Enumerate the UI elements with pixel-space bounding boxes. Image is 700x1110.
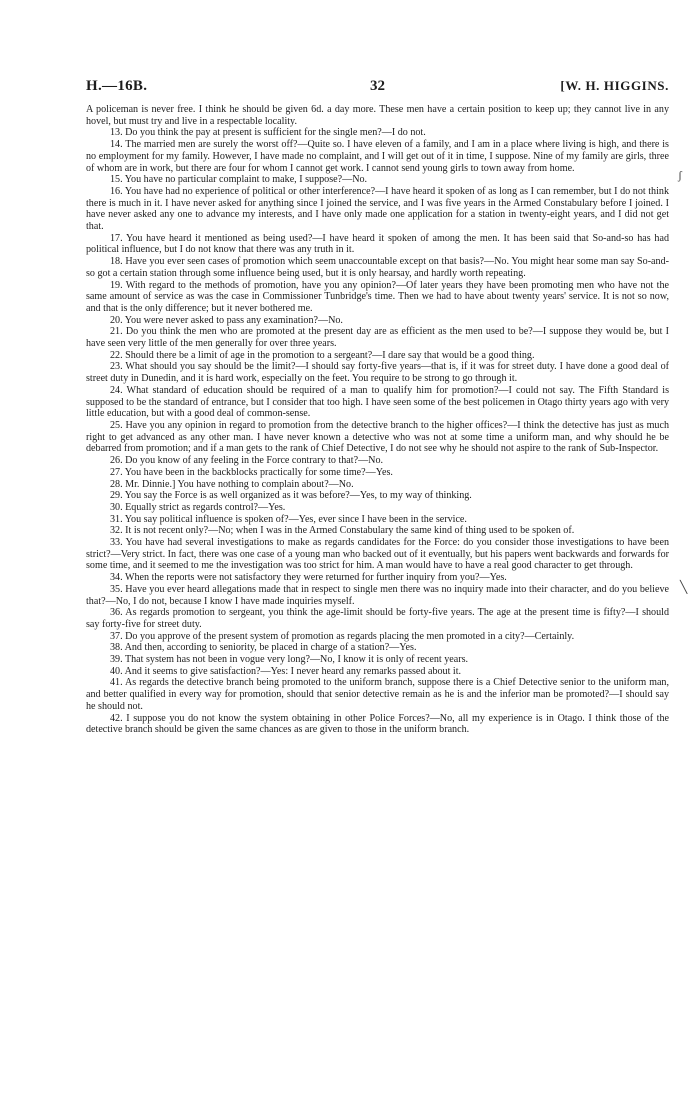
paragraph: 41. As regards the detective branch being promoted to the uniform branch, suppose there is a Chief Detective senior to the uniform man, and better qualified in every way for promotion, should that senior detective remain as he is and the inferior man be promoted?—I should say he should not. xyxy=(86,677,669,712)
paragraph: 24. What standard of education should be required of a man to qualify him for promotion?—I could not say. The Fifth Standard is supposed to be the standard of entrance, but I consider that too high. I have seen some of the best policemen in Otago thirty years ago with very little education, but with a good deal of common-sense. xyxy=(86,384,669,420)
paragraph: 32. It is not recent only?—No; when I was in the Armed Constabulary the same kind of thing used to be spoken of. xyxy=(110,525,575,537)
paragraph: 39. That system has not been in vogue very long?—No, I know it is only of recent years. xyxy=(110,654,469,666)
page-header xyxy=(86,78,669,98)
paragraph: 30. Equally strict as regards control?—Yes. xyxy=(110,501,286,513)
paragraph: 19. With regard to the methods of promotion, have you any opinion?—Of later years they have been promoting men who have not the same amount of service as was the case in Commissioner Tunbridge's time. Then we had to have about twenty years' service. It is not so now, and that is the only difference; but it never bothered me. xyxy=(86,279,669,314)
paragraph: 21. Do you think the men who are promoted at the present day are as efficient as the men used to be?—I suppose they would be, but I have seen very little of the men generally for over three years. xyxy=(86,326,669,350)
paragraph: 17. You have heard it mentioned as being used?—I have heard it spoken of among the men. It has been said that So-and-so has had political influence, but I do not know that there was any truth in it. xyxy=(86,232,669,256)
paragraph: 35. Have you ever heard allegations made that in respect to single men there was no inquiry made into their character, and do you believe that?—No, I do not, because I know I have made inquiries myself. xyxy=(86,583,669,607)
margin-tick-mark: ╲ xyxy=(680,580,688,594)
paragraph: 31. You say political influence is spoken of?—Yes, ever since I have been in the service. xyxy=(110,513,467,525)
paragraph: 26. Do you know of any feeling in the Force contrary to that?—No. xyxy=(110,455,384,467)
paragraph: 14. The married men are surely the worst off?—Quite so. I have eleven of a family, and I am in a place where living is high, and there is no employment for my family. However, I have made no complaint, and I will get out of it in time, I suppose. Nine of my family are girls, three of whom are in work, but there are four for whom I cannot get work. I cannot send young girls to town away from home. xyxy=(86,139,669,174)
paragraph: 15. You have no particular complaint to make, I suppose?—No. xyxy=(110,174,368,186)
paragraph: 18. Have you ever seen cases of promotion which seem unaccountable except on that basis?—No. You might hear some man say So-and-so got a certain station through some influence being used, but it is only hearsay, and hardly worth repeating. xyxy=(86,256,669,279)
paragraph: 36. As regards promotion to sergeant, you think the age-limit should be forty-five years. The age at the present time is fifty?—I should say forty-five for street duty. xyxy=(86,607,669,630)
paragraph: 23. What should you say should be the limit?—I should say forty-five years—that is, if it was for street duty. I have done a good deal of street duty in Dunedin, and it is hard work, especially on the feet. You require to be strong to go through it. xyxy=(86,361,669,385)
paragraph: A policeman is never free. I think he should be given 6d. a day more. These men have a certain position to keep up; they cannot live in any hovel, but must try and live in a respectable locality. xyxy=(86,104,669,127)
paragraph: 27. You have been in the backblocks practically for some time?—Yes. xyxy=(110,466,393,478)
paragraph: 29. You say the Force is as well organized as it was before?—Yes, to my way of thinking. xyxy=(110,490,472,502)
report-code: H.—16B. xyxy=(86,78,148,94)
paragraph: 13. Do you think the pay at present is sufficient for the single men?—I do not. xyxy=(110,127,426,139)
paragraph: 20. You were never asked to pass any examination?—No. xyxy=(110,314,343,326)
document-body xyxy=(86,104,669,736)
paragraph: 34. When the reports were not satisfactory they were returned for further inquiry from you?—Yes. xyxy=(110,572,507,584)
margin-tick-mark: ʃ xyxy=(678,168,682,182)
paragraph: 22. Should there be a limit of age in the promotion to a sergeant?—I dare say that would be a good thing. xyxy=(110,349,535,361)
witness-name: [W. H. HIGGINS. xyxy=(560,78,669,93)
paragraph: 16. You have had no experience of political or other interference?—I have heard it spoken of as long as I can remember, but I do not think there is much in it. I have never asked for anything since I joined the service, and I was five years in the Armed Constabulary before I joined. I have never asked any one to advance my interests, and I have only made one application for a station in twenty-eight years, and I did not get that. xyxy=(86,185,669,233)
paragraph: 42. I suppose you do not know the system obtaining in other Police Forces?—No, all my experience is in Otago. I think those of the detective branch should be given the same chances as are given to those in the uniform branch. xyxy=(86,712,669,736)
paragraph: 28. Mr. Dinnie.] You have nothing to complain about?—No. xyxy=(110,478,354,490)
page-number: 32 xyxy=(370,78,385,94)
paragraph: 38. And then, according to seniority, be placed in charge of a station?—Yes. xyxy=(110,642,417,654)
paragraph: 40. And it seems to give satisfaction?—Yes: I never heard any remarks passed about it. xyxy=(110,665,462,677)
paragraph: 37. Do you approve of the present system of promotion as regards placing the men promoted in a city?—Certainly. xyxy=(110,630,575,642)
paragraph: 25. Have you any opinion in regard to promotion from the detective branch to the higher offices?—I think the detective has just as much right to get advanced as any other man. I have never known a detective who was not at some time a uniform man, and why should he be debarred from promotion; and if a man gets to the rank of Chief Detective, I do not see why he should not aspire to the rank of Sub-Inspector. xyxy=(86,419,669,455)
paragraph: 33. You have had several investigations to make as regards candidates for the Force: do you consider those investigations to have been strict?—Very strict. In fact, there was one case of a young man who backed out of it eventually, but his papers went backwards and forwards for some time, and it seemed to me the investigation was too strict for him. A man would have to have a real good character to get through. xyxy=(86,537,669,572)
